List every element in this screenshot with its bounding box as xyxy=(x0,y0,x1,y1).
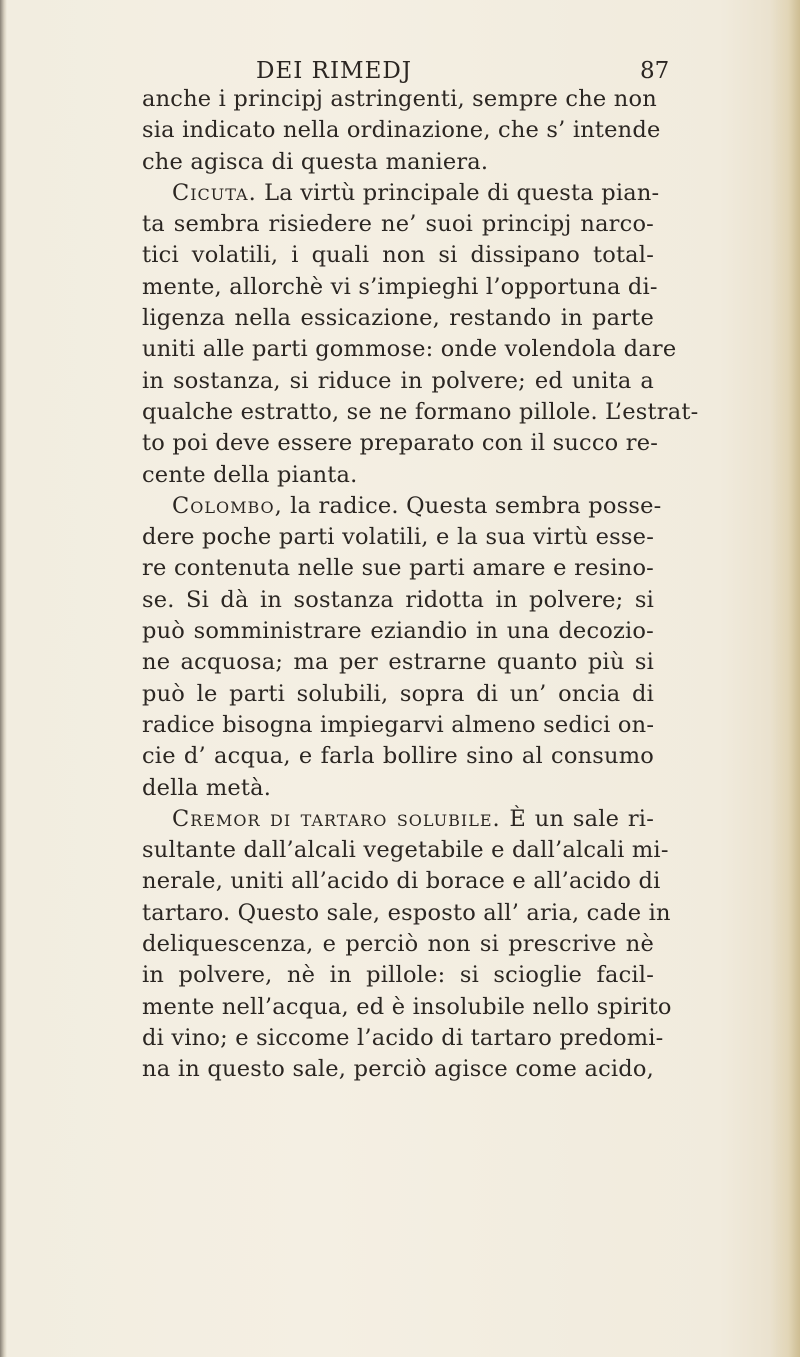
line-text: ta sembra risiedere ne’ suoi principj narco- xyxy=(142,211,654,238)
page-fore-edge xyxy=(770,0,800,1357)
text-line xyxy=(142,334,677,365)
text-line xyxy=(142,616,654,647)
line-text: può le parti solubili, sopra di un’ oncia di xyxy=(142,680,654,707)
text-line xyxy=(142,397,699,428)
line-text: na in questo sale, perciò agisce come acido, xyxy=(142,1056,654,1083)
text-line xyxy=(142,773,654,804)
line-text: radice bisogna impiegarvi almeno sedici on- xyxy=(142,711,655,738)
running-title: DEI RIMEDJ xyxy=(256,58,413,84)
line-text: nerale, uniti all’acido di borace e all’acido di xyxy=(142,868,661,895)
line-text: La virtù principale di questa pian- xyxy=(256,179,660,206)
text-line xyxy=(142,679,654,710)
line-text: ligenza nella essicazione, restando in parte xyxy=(142,305,654,332)
line-text: tici volatili, i quali non si dissipano total- xyxy=(142,242,654,269)
text-line xyxy=(142,84,657,115)
text-line xyxy=(142,585,654,616)
line-text: mente, allorchè vi s’impieghi l’opportuna di- xyxy=(142,273,658,300)
entry-heading-line xyxy=(142,178,660,209)
entry-term: Cicuta. xyxy=(172,179,257,206)
line-text: in sostanza, si riduce in polvere; ed unita a xyxy=(142,367,654,394)
text-line xyxy=(142,710,654,741)
text-line xyxy=(142,1054,654,1085)
line-text: in polvere, nè in pillole: si scioglie facil- xyxy=(142,962,654,989)
line-text: dere poche parti volatili, e la sua virtù esse- xyxy=(142,524,654,551)
line-text: uniti alle parti gommose: onde volendola dare xyxy=(142,336,677,363)
text-body xyxy=(142,84,699,1086)
text-line xyxy=(142,929,654,960)
text-line xyxy=(142,866,661,897)
line-text: deliquescenza, e perciò non si prescrive nè xyxy=(142,931,654,958)
line-text: cente della pianta. xyxy=(142,461,358,488)
text-line xyxy=(142,898,671,929)
line-text: re contenuta nelle sue parti amare e resino- xyxy=(142,555,654,582)
text-line xyxy=(142,272,658,303)
text-line xyxy=(142,460,654,491)
text-line xyxy=(142,1023,664,1054)
line-text: sultante dall’alcali vegetabile e dall’alcali mi- xyxy=(142,837,669,864)
entry-term: Cremor di tartaro solubile. xyxy=(172,805,501,832)
text-line xyxy=(142,240,654,271)
line-text: di vino; e siccome l’acido di tartaro predomi- xyxy=(142,1024,664,1051)
entry-term: Colombo, xyxy=(172,492,283,519)
line-text: to poi deve essere preparato con il succo re- xyxy=(142,430,659,457)
page-binding-edge xyxy=(0,0,7,1357)
line-text: della metà. xyxy=(142,774,272,801)
text-line xyxy=(142,960,654,991)
entry-heading-line xyxy=(142,491,662,522)
text-line xyxy=(142,741,654,772)
line-text: se. Si dà in sostanza ridotta in polvere; si xyxy=(142,586,654,613)
line-text: ne acquosa; ma per estrarne quanto più si xyxy=(142,649,654,676)
text-line xyxy=(142,303,654,334)
text-line xyxy=(142,428,659,459)
line-text: che agisca di questa maniera. xyxy=(142,148,489,175)
text-line xyxy=(142,647,654,678)
line-text: la radice. Questa sembra posse- xyxy=(282,492,662,519)
text-line xyxy=(142,115,661,146)
line-text: È un sale ri- xyxy=(500,805,655,832)
text-line xyxy=(142,522,654,553)
line-text: qualche estratto, se ne formano pillole. L’estrat- xyxy=(142,398,699,425)
entry-heading-line xyxy=(142,804,654,835)
line-text: anche i principj astringenti, sempre che non xyxy=(142,86,657,112)
line-text: tartaro. Questo sale, esposto all’ aria, cade in xyxy=(142,899,671,926)
text-line xyxy=(142,209,654,240)
line-text: sia indicato nella ordinazione, che s’ intende xyxy=(142,117,661,144)
text-line xyxy=(142,835,669,866)
text-line xyxy=(142,553,654,584)
text-line xyxy=(142,147,654,178)
text-line xyxy=(142,366,654,397)
line-text: può somministrare eziandio in una decozio- xyxy=(142,618,654,645)
line-text: cie d’ acqua, e farla bollire sino al consumo xyxy=(142,743,654,770)
line-text: mente nell’acqua, ed è insolubile nello spirito xyxy=(142,993,672,1020)
text-line xyxy=(142,992,672,1023)
page-number: 87 xyxy=(640,58,670,84)
